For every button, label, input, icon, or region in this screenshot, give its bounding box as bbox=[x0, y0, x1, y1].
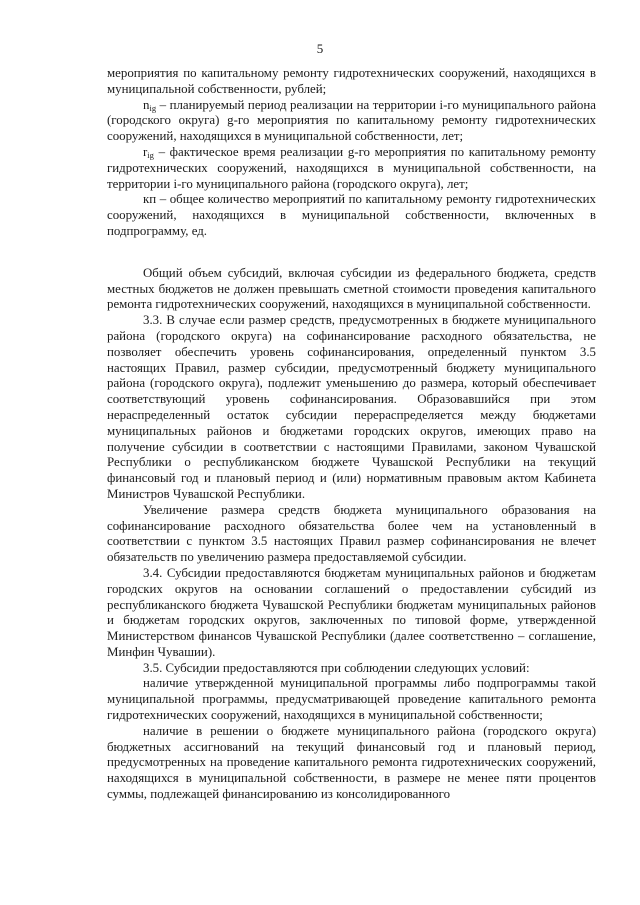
paragraph-continuation: мероприятия по капитальному ремонту гидротехнических сооружений, находящихся в муниципальной собственности, рублей; bbox=[107, 66, 596, 96]
formula-subscript: ig bbox=[147, 149, 154, 160]
paragraph-3-4: 3.4. Субсидии предоставляются бюджетам муниципальных районов и бюджетам городских округов на основании соглашений о предоставлении субсидий из республиканского бюджета Чувашской Республики бюджетам муниципальных районов и бюджетам городских округов, заключенных по типовой форме, утвержденной Министерством финансов Чувашской Республики (далее соответственно – соглашение, Минфин Чувашии). bbox=[107, 565, 596, 659]
document-body bbox=[107, 66, 596, 803]
formula-symbol: n bbox=[143, 97, 150, 112]
paragraph-increase: Увеличение размера средств бюджета муниципального образования на софинансирование расходного обязательства более чем на установленный в соответствии с пунктом 3.5 настоящих Правил размер софинансирования не влечет обязательств по увеличению размера предоставляемой субсидии. bbox=[107, 502, 596, 565]
formula-subscript: ig bbox=[149, 102, 157, 113]
page-number: 5 bbox=[316, 41, 324, 56]
condition-budget: наличие в решении о бюджете муниципального района (городского округа) бюджетных ассигнований на текущий финансовый год и плановый период, предусмотренных на проведение капитального ремонта гидротехнических сооружений, находящихся в муниципальной собственности, в размере не менее пяти процентов суммы, подлежащей финансированию из консолидированного bbox=[107, 723, 596, 802]
formula-symbol: r bbox=[143, 144, 148, 159]
definition-text: – планируемый период реализации на территории i-го муниципального района (городского округа) g-го мероприятия по капитальному ремонту гидротехнических сооружений, находящихся в муниципальной собственности, лет; bbox=[107, 97, 596, 144]
definition-r-ig bbox=[107, 145, 596, 192]
definition-text: – фактическое время реализации g-го мероприятия по капитальному ремонту гидротехнических сооружений, находящихся в муниципальной собственности, на территории i-го муниципального района (городского округа), лет; bbox=[107, 144, 596, 191]
paragraph-3-3: 3.3. В случае если размер средств, предусмотренных в бюджете муниципального района (городского округа) на софинансирование расходного обязательства, не позволяет обеспечить уровень софинансирования, определенный пунктом 3.5 настоящих Правил, размер субсидии, предусмотренный бюджету муниципального района (городского округа), подлежит уменьшению до размера, который обеспечивает соответствующий уровень софинансирования. Образовавшийся при этом нераспределенный остаток субсидии перераспределяется между бюджетами муниципальных районов и бюджетами городских округов, имеющих право на получение субсидии в соответствии с настоящими Правилами, законом Чувашской Республики о республиканском бюджете Чувашской Республики на текущий финансовый год и плановый период и (или) нормативным правовым актом Кабинета Министров Чувашской Республики. bbox=[107, 313, 596, 501]
condition-program: наличие утвержденной муниципальной программы либо подпрограммы такой муниципальной программы, предусматривающей проведение капитального ремонта гидротехнических сооружений, находящихся в муниципальной собственности; bbox=[107, 676, 596, 723]
paragraph-3-5: 3.5. Субсидии предоставляются при соблюдении следующих условий: bbox=[143, 660, 530, 675]
definition-n-ig bbox=[107, 98, 596, 145]
paragraph-total-subsidy: Общий объем субсидий, включая субсидии из федерального бюджета, средств местных бюджетов не должен превышать сметной стоимости проведения капитального ремонта гидротехнических сооружений, находящихся в муниципальной собственности. bbox=[107, 265, 596, 312]
definition-kp: кп – общее количество мероприятий по капитальному ремонту гидротехнических сооружений, находящихся в муниципальной собственности, включенных в подпрограмму, ед. bbox=[107, 192, 596, 238]
